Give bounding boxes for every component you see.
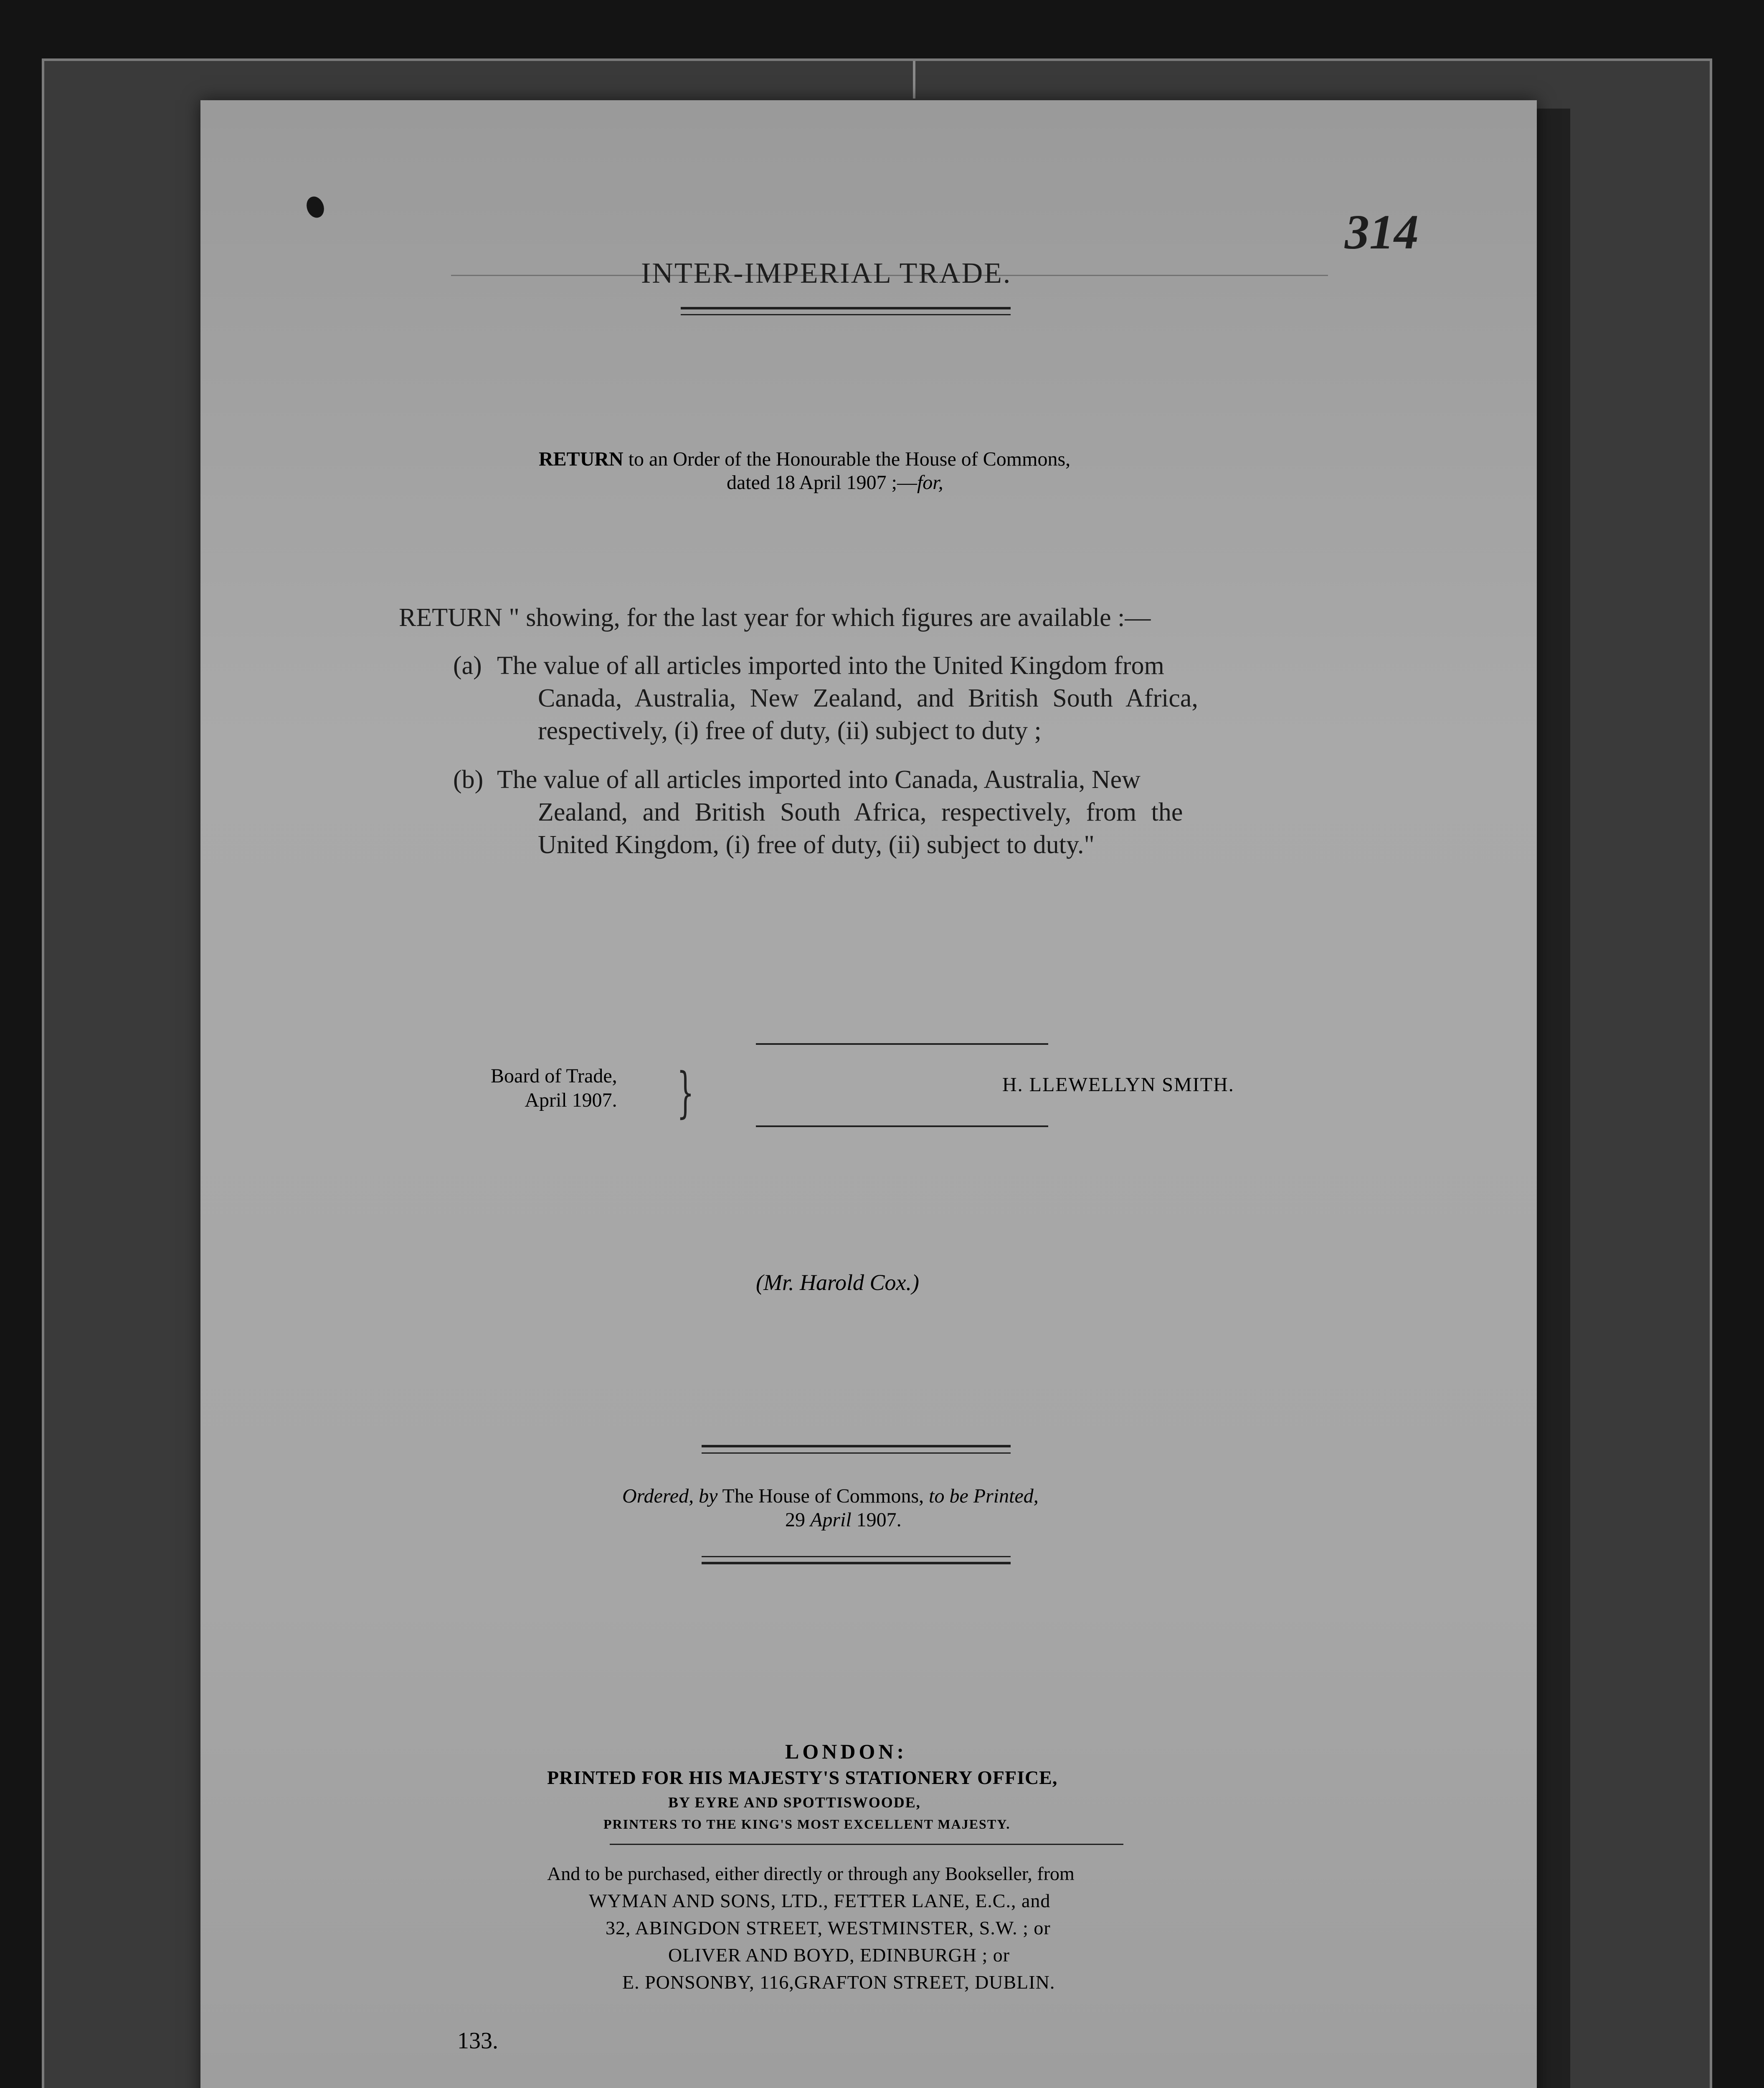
imprint-printed-for: PRINTED FOR HIS MAJESTY'S STATIONERY OFFICE, bbox=[547, 1767, 1058, 1788]
page-edge-shadow bbox=[1537, 109, 1570, 2088]
item-b-line-1: The value of all articles imported into Canada, Australia, New bbox=[497, 765, 1141, 794]
imprint-printers-to: PRINTERS TO THE KING'S MOST EXCELLENT MAJESTY. bbox=[603, 1817, 1011, 1832]
imprint-ponsonby: E. PONSONBY, 116,GRAFTON STREET, DUBLIN. bbox=[622, 1971, 1055, 1993]
order-for: for, bbox=[917, 471, 943, 494]
ordered-year: 1907. bbox=[851, 1509, 902, 1531]
ordered-month: April bbox=[810, 1509, 852, 1531]
order-line-1-text: to an Order of the Honourable the House of Commons, bbox=[623, 448, 1071, 470]
ordered-day: 29 bbox=[785, 1509, 810, 1531]
paper-number: 133. bbox=[457, 2028, 498, 2054]
document-title: INTER-IMPERIAL TRADE. bbox=[641, 257, 1012, 289]
bleed-through-text bbox=[464, 359, 469, 385]
item-a-label: (a) bbox=[453, 651, 482, 680]
item-a-line-3: respectively, (i) free of duty, (ii) subject to duty ; bbox=[538, 717, 1042, 745]
ordered-by: by bbox=[694, 1485, 718, 1507]
order-line-1 bbox=[539, 448, 1070, 471]
ordered-rule-bottom-1 bbox=[702, 1556, 1011, 1557]
ordered-label: Ordered, bbox=[622, 1485, 694, 1507]
return-label: RETURN bbox=[399, 603, 502, 632]
ordered-rule-top-1 bbox=[702, 1445, 1011, 1447]
return-intro bbox=[399, 601, 1151, 634]
item-b-label: (b) bbox=[453, 765, 484, 794]
document-page bbox=[200, 100, 1537, 2088]
ordered-rule-top-2 bbox=[702, 1452, 1011, 1454]
page-number: 314 bbox=[1345, 205, 1419, 259]
ordered-line bbox=[622, 1485, 1039, 1508]
order-line-2 bbox=[727, 471, 943, 494]
item-b-line-2: Zealand, and British South Africa, respectively, from the bbox=[538, 798, 1183, 826]
item-a-line-1: The value of all articles imported into the United Kingdom from bbox=[497, 651, 1164, 680]
imprint-wyman: WYMAN AND SONS, LTD., FETTER LANE, E.C., and bbox=[589, 1890, 1051, 1911]
imprint-purchase: And to be purchased, either directly or through any Bookseller, from bbox=[547, 1863, 1075, 1884]
ordered-date bbox=[785, 1508, 902, 1531]
imprint-city: LONDON: bbox=[785, 1740, 907, 1763]
signatory-name: H. LLEWELLYN SMITH. bbox=[1002, 1074, 1234, 1096]
board-of-trade-block bbox=[491, 1064, 617, 1112]
title-rule-bottom bbox=[681, 314, 1011, 315]
board-of-trade: Board of Trade, bbox=[491, 1065, 617, 1087]
imprint-oliver: OLIVER AND BOYD, EDINBURGH ; or bbox=[668, 1944, 1010, 1966]
mover-name: (Mr. Harold Cox.) bbox=[756, 1270, 919, 1295]
brace-glyph: } bbox=[677, 1061, 694, 1124]
mount-divider bbox=[913, 61, 915, 99]
ordered-print: to be Printed, bbox=[929, 1485, 1039, 1507]
return-intro-text: " showing, for the last year for which figures are available :— bbox=[502, 603, 1151, 632]
imprint-printer: BY EYRE AND SPOTTISWOODE, bbox=[668, 1794, 921, 1811]
order-date: dated 18 April 1907 ;— bbox=[727, 471, 917, 494]
order-return-label: RETURN bbox=[539, 448, 623, 470]
title-rule-top bbox=[681, 307, 1011, 309]
item-a-line-2: Canada, Australia, New Zealand, and British South Africa, bbox=[538, 684, 1198, 712]
imprint-abingdon: 32, ABINGDON STREET, WESTMINSTER, S.W. ; or bbox=[606, 1917, 1051, 1938]
imprint-rule bbox=[610, 1844, 1123, 1845]
item-b-line-3: United Kingdom, (i) free of duty, (ii) subject to duty." bbox=[538, 831, 1095, 859]
ordered-rule-bottom-2 bbox=[702, 1562, 1011, 1564]
ordered-body: The House of Commons, bbox=[717, 1485, 929, 1507]
signature-rule-bottom bbox=[756, 1125, 1048, 1127]
signature-date: April 1907. bbox=[525, 1089, 617, 1111]
signature-rule-top bbox=[756, 1043, 1048, 1045]
